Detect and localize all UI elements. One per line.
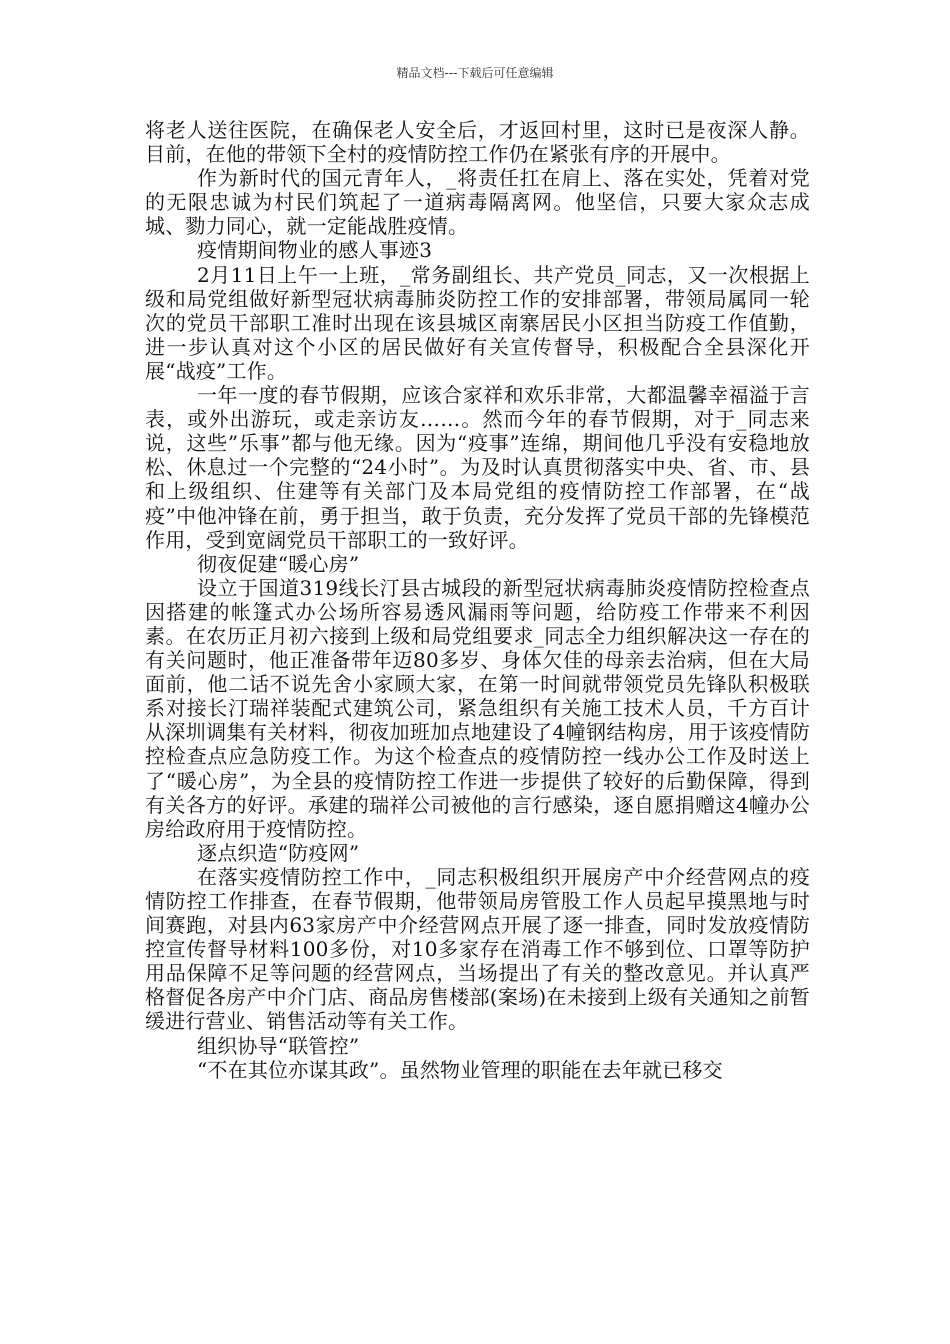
paragraph: 设立于国道319线长汀县古城段的新型冠状病毒肺炎疫情防控检查点因搭建的帐篷式办公场所容易透风漏雨等问题，给防疫工作带来不利因素。在农历正月初六接到上级和局党组要求_同志全力组织解决这一存在的有关问题时，他正准备带年迈80多岁、身体欠佳的母亲去治病，但在大局面前，他二话不说先舍小家顾大家，在第一时间就带领党员先锋队积极联系对接长汀瑞祥装配式建筑公司，紧急组织有关施工技术人员，千方百计从深圳调集有关材料，彻夜加班加点地建设了4幢钢结构房，用于该疫情防控检查点应急防疫工作。为这个检查点的疫情防控一线办公工作及时送上了“暖心房”，为全县的疫情防控工作进一步提供了较好的后勤保障，得到有关各方的好评。承建的瑞祥公司被他的言行感染，逐自愿捐赠这4幢办公房给政府用于疫情防控。 [145,575,810,841]
paragraph-continuation: 将老人送往医院，在确保老人安全后，才返回村里，这时已是夜深人静。目前，在他的带领下全村的疫情防控工作仍在紧张有序的开展中。 [145,118,810,167]
paragraph: “不在其位亦谋其政”。虽然物业管理的职能在去年就已移交 [197,1057,723,1082]
document-body [145,118,810,1082]
paragraph: 作为新时代的国元青年人，_将责任扛在肩上、落在实处，凭着对党的无限忠诚为村民们筑起了一道病毒隔离网。他坚信，只要大家众志成城、勠力同心，就一定能战胜疫情。 [145,166,810,239]
section-heading: 逐点织造“防疫网” [197,840,360,865]
section-heading: 组织协导“联管控” [197,1033,360,1058]
paragraph: 在落实疫情防控工作中，_同志积极组织开展房产中介经营网点的疫情防控工作排查，在春节假期，他带领局房管股工作人员起早摸黑地与时间赛跑，对县内63家房产中介经营网点开展了逐一排查，同时发放疫情防控宣传督导材料100多份，对10多家存在消毒工作不够到位、口罩等防护用品保障不足等问题的经营网点，当场提出了有关的整改意见。并认真严格督促各房产中介门店、商品房售楼部(案场)在未接到上级有关通知之前暂缓进行营业、销售活动等有关工作。 [145,864,810,1034]
section-heading: 彻夜促建“暖心房” [197,551,360,576]
paragraph: 一年一度的春节假期，应该合家祥和欢乐非常，大都温馨幸福溢于言表，或外出游玩，或走亲访友……。然而今年的春节假期，对于_同志来说，这些”乐事”都与他无缘。因为“疫事”连绵，期间他几乎没有安稳地放松、休息过一个完整的“24小时”。为及时认真贯彻落实中央、省、市、县和上级组织、住建等有关部门及本局党组的疫情防控工作部署，在“战疫”中他冲锋在前，勇于担当，敢于负责，充分发挥了党员干部的先锋模范作用，受到宽阔党员干部职工的一致好评。 [145,383,810,552]
section-heading: 疫情期间物业的感人事迹3 [197,238,433,263]
page-header: 精品文档---下载后可任意编辑 [396,66,554,80]
paragraph: 2月11日上午一上班，_常务副组长、共产党员_同志，又一次根据上级和局党组做好新型冠状病毒肺炎防控工作的安排部署，带领局属同一轮次的党员干部职工准时出现在该县城区南寨居民小区担当防疫工作值勤，进一步认真对这个小区的居民做好有关宣传督导，积极配合全县深化开展“战疫”工作。 [145,262,810,383]
